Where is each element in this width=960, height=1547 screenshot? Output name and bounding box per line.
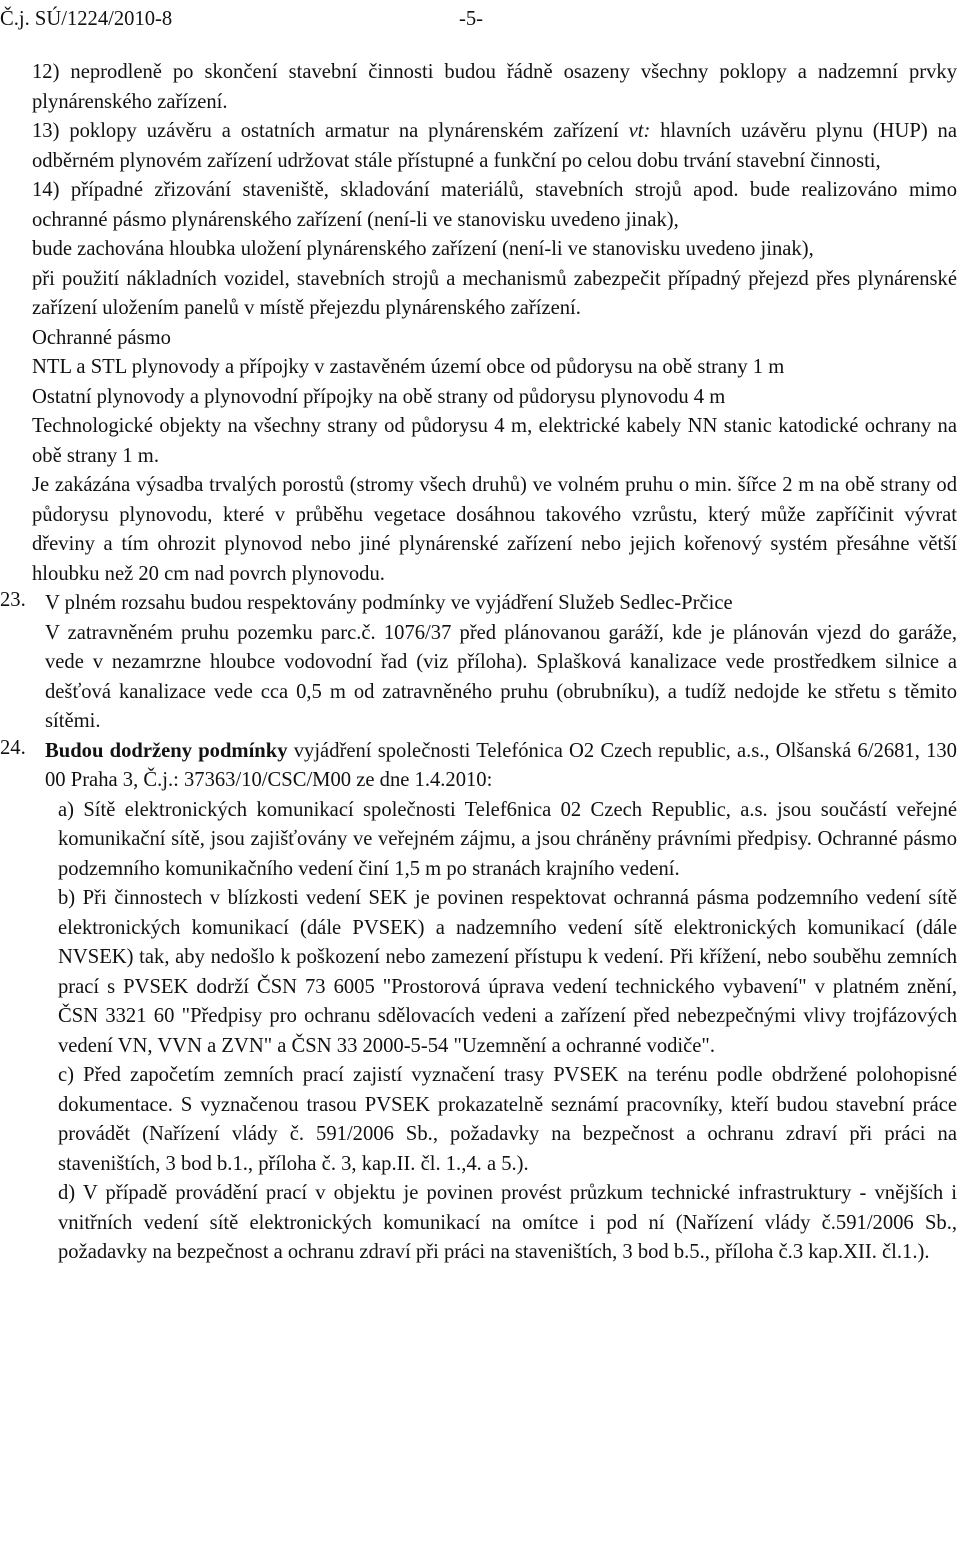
protection-zone-other: Ostatní plynovody a plynovodní přípojky na obě strany od půdorysu plynovodu 4 m xyxy=(32,385,726,408)
item-24-point-a: a) Sítě elektronických komunikací společnosti Telef6nica 02 Czech Republic, a.s. jsou součástí veřejné komunikační sítě, jsou zajišťovány ve veřejném zájmu, a jsou chráněny právními předpisy. Ochranné pásmo podzemního komunikačního vedení činí 1,5 m po stranách krajního vedení. xyxy=(58,798,957,880)
page-number: -5- xyxy=(459,8,484,30)
document-body xyxy=(0,58,957,1268)
item-24-point-d: d) V případě provádění prací v objektu je povinen provést průzkum technické infrastruktury - vnějších i vnitřních vedení sítě elektronických komunikací na omítce i pod ní (Nařízení vlády č.591/2006 Sb., požadavky na bezpečnost a ochranu zdraví při práci na staveništích, 3 bod b.5., příloha č.3 kap.XII. čl.1.). xyxy=(58,1182,957,1263)
item-23-text: V zatravněném pruhu pozemku parc.č. 1076/37 před plánovanou garáží, kde je plánován vjezd do garáže, vede v nezamrzne hloubce vodovodní řad (viz příloha). Splašková kanalizace vede prostředkem silnice a dešťová kanalizace vede cca 0,5 m od zatravněného pruhu (obrubníku), a tudíž nedojde ke střetu s těmito sítěmi. xyxy=(45,621,957,732)
paragraph-14: 14) případné zřizování staveniště, skladování materiálů, stavebních strojů apod. bude realizováno mimo ochranné pásmo plynárenského zařízení (není-li ve stanovisku uvedeno jinak), xyxy=(32,179,957,231)
item-24-heading xyxy=(45,737,957,796)
paragraph-13-rest: hlavních uzávěru plynu (HUP) na odběrném plynovém zařízení udržovat stále přístupné a funkční po celou dobu trvání stavební činnosti, xyxy=(32,120,957,172)
planting-prohibition: Je zakázána výsadba trvalých porostů (stromy všech druhů) ve volném pruhu o min. šířce 2 m na obě strany od půdorysu plynovodu, které v průběhu vegetace dosáhnou takového vzrůstu, který může zapříčinit vývrat dřeviny a tím ohrozit plynovod nebo jiné plynárenské zařízení nebo jejich kořenový systém přesáhne větší hloubku než 20 cm nad povrch plynovodu. xyxy=(32,474,957,585)
paragraph-13-vt: vt: xyxy=(628,120,651,142)
protection-zone-heading: Ochranné pásmo xyxy=(32,326,171,349)
item-23-heading: V plném rozsahu budou respektovány podmínky ve vyjádření Služeb Sedlec-Prčice xyxy=(45,592,733,614)
protection-zone-technology: Technologické objekty na všechny strany od půdorysu 4 m, elektrické kabely NN stanic katodické ochrany na obě strany 1 m. xyxy=(32,415,957,467)
item-24-point-c: c) Před započetím zemních prací zajistí vyznačení trasy PVSEK na terénu podle obdržené polohopisné dokumentace. S vyznačenou trasou PVSEK prokazatelně seznámí pracovníky, kteří budou stavební práce provádět (Nařízení vlády č. 591/2006 Sb., požadavky na bezpečnost a ochranu zdraví při práci na staveništích, 3 bod b.1., příloha č. 3, kap.II. čl. 1.,4. a 5.). xyxy=(58,1064,957,1175)
protection-zone-ntl-stl: NTL a STL plynovody a přípojky v zastavěném území obce od půdorysu na obě strany 1 m xyxy=(32,356,785,378)
item-23-number: 23. xyxy=(0,589,26,611)
item-24-number: 24. xyxy=(0,736,26,759)
paragraph-12: 12) neprodleně po skončení stavební činnosti budou řádně osazeny všechny poklopy a nadzemní prvky plynárenského zařízení. xyxy=(32,61,957,113)
item-23 xyxy=(0,589,957,737)
paragraph-13-lead: 13) poklopy uzávěru a ostatních armatur na plynárenském zařízení xyxy=(32,120,619,142)
item-24-point-b: b) Při činnostech v blízkosti vedení SEK je povinen respektovat ochranná pásma podzemního vedení sítě elektronických komunikací (dále PVSEK) a nadzemního vedení sítě elektronických komunikací (dále NVSEK) tak, aby nedošlo k poškození nebo zamezení přístupu k vedení. Při křížení, nebo souběhu zemních prací s PVSEK dodrží ČSN 73 6005 "Prostorová úprava vedení technického vybavení" v platném znění, ČSN 3321 60 "Předpisy pro ochranu sdělovacích vedeni a zařízení před nebezpečnými vlivy trojfázových vedení VN, VVN a ZVN" a ČSN 33 2000-5-54 "Uzemnění a ochranné vodiče". xyxy=(58,887,957,1057)
paragraph-13 xyxy=(32,117,957,176)
item-24-heading-rest: vyjádření společnosti Telefónica O2 Czech republic, a.s., Olšanská 6/2681, 130 00 Praha 3, Č.j.: 37363/10/CSC/M00 ze dne 1.4.2010: xyxy=(45,739,957,791)
item-24 xyxy=(0,736,957,1268)
item-24-bold-lead: Budou dodrženy podmínky xyxy=(45,739,288,762)
paragraph-vehicles: při použití nákladních vozidel, stavebních strojů a mechanismů zabezpečit případný přejezd přes plynárenské zařízení uložením panelů v místě přejezdu plynárenského zařízení. xyxy=(32,267,957,319)
paragraph-depth: bude zachována hloubka uložení plynárenského zařízení (není-li ve stanovisku uvedeno jinak), xyxy=(32,238,814,260)
document-reference: Č.j. SÚ/1224/2010-8 xyxy=(0,8,173,30)
